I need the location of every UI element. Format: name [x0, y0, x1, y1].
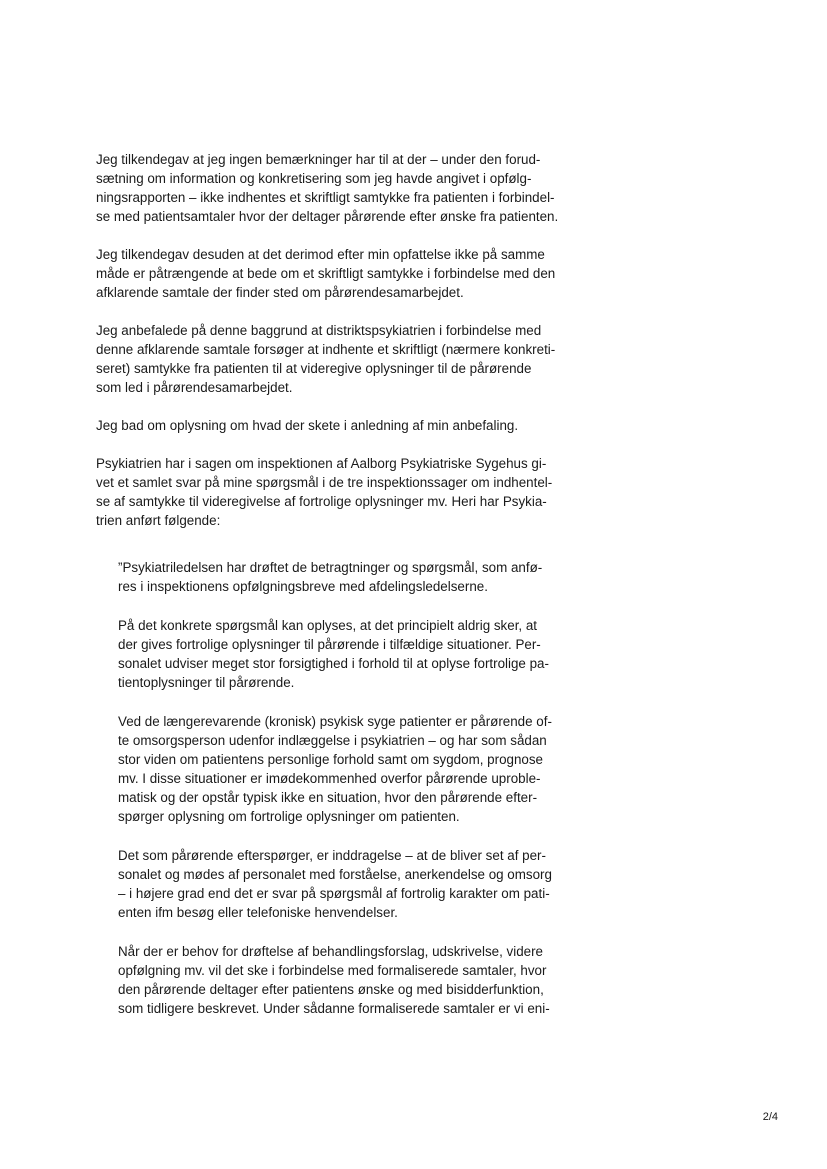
text-line: Jeg tilkendegav desuden at det derimod efter min opfattelse ikke på samme: [96, 247, 545, 262]
text-line: som led i pårørendesamarbejdet.: [96, 380, 293, 395]
quote-paragraph-5: [118, 942, 596, 1018]
page-number: 2/4: [762, 1111, 778, 1123]
text-line: der gives fortrolige oplysninger til pårørende i tilfældige situationer. Per-: [118, 637, 541, 652]
text-line: den pårørende deltager efter patientens ønske og med bisidderfunktion,: [118, 982, 544, 997]
text-line: ”Psykiatriledelsen har drøftet de betragtninger og spørgsmål, som anfø-: [118, 560, 543, 575]
quote-paragraph-4: [118, 846, 596, 922]
text-line: Ved de længerevarende (kronisk) psykisk syge patienter er pårørende of-: [118, 714, 552, 729]
text-line: spørger oplysning om fortrolige oplysninger om patienten.: [118, 809, 460, 824]
quote-paragraph-2: [118, 616, 596, 692]
paragraph-4: [96, 416, 596, 435]
text-line: mv. I disse situationer er imødekommenhed overfor pårørende uproble-: [118, 771, 541, 786]
text-line: På det konkrete spørgsmål kan oplyses, at det principielt aldrig sker, at: [118, 618, 538, 633]
text-line: – i højere grad end det er svar på spørgsmål af fortrolig karakter om pati-: [118, 886, 550, 901]
quote-paragraph-1: [118, 558, 596, 596]
text-line: måde er påtrængende at bede om et skriftligt samtykke i forbindelse med den: [96, 266, 556, 281]
quote-paragraph-3: [118, 712, 596, 826]
body-text: [96, 150, 596, 1038]
text-line: Når der er behov for drøftelse af behandlingsforslag, udskrivelse, videre: [118, 944, 543, 959]
paragraph-2: [96, 245, 596, 302]
text-line: se med patientsamtaler hvor der deltager pårørende efter ønske fra patienten.: [96, 209, 559, 224]
text-line: res i inspektionens opfølgningsbreve med afdelingsledelserne.: [118, 579, 488, 594]
text-line: tientoplysninger til pårørende.: [118, 675, 295, 690]
paragraph-1: [96, 150, 596, 226]
text-line: seret) samtykke fra patienten til at videregive oplysninger til de pårørende: [96, 361, 532, 376]
block-quote: [118, 549, 596, 1018]
text-line: som tidligere beskrevet. Under sådanne formaliserede samtaler er vi eni-: [118, 1001, 550, 1016]
text-line: Jeg anbefalede på denne baggrund at distriktspsykiatrien i forbindelse med: [96, 323, 542, 338]
text-line: stor viden om patientens personlige forhold samt om sygdom, prognose: [118, 752, 544, 767]
text-line: Det som pårørende efterspørger, er inddragelse – at de bliver set af per-: [118, 848, 546, 863]
text-line: Psykiatrien har i sagen om inspektionen af Aalborg Psykiatriske Sygehus gi-: [96, 456, 547, 471]
text-line: te omsorgsperson udenfor indlæggelse i psykiatrien – og har som sådan: [118, 733, 547, 748]
text-line: enten ifm besøg eller telefoniske henvendelser.: [118, 905, 398, 920]
text-line: vet et samlet svar på mine spørgsmål i de tre inspektionssager om indhentel-: [96, 475, 553, 490]
text-line: sonalet og mødes af personalet med forståelse, anerkendelse og omsorg: [118, 867, 552, 882]
text-line: Jeg tilkendegav at jeg ingen bemærkninger har til at der – under den forud-: [96, 152, 541, 167]
text-line: ningsrapporten – ikke indhentes et skriftligt samtykke fra patienten i forbindel-: [96, 190, 555, 205]
text-line: matisk og der opstår typisk ikke en situation, hvor den pårørende efter-: [118, 790, 538, 805]
text-line: sonalet udviser meget stor forsigtighed i forhold til at oplyse fortrolige pa-: [118, 656, 549, 671]
text-line: sætning om information og konkretisering som jeg havde angivet i opfølg-: [96, 171, 532, 186]
paragraph-3: [96, 321, 596, 397]
text-line: se af samtykke til videregivelse af fortrolige oplysninger mv. Heri har Psykia-: [96, 494, 547, 509]
text-line: denne afklarende samtale forsøger at indhente et skriftligt (nærmere konkreti-: [96, 342, 556, 357]
text-line: opfølgning mv. vil det ske i forbindelse med formaliserede samtaler, hvor: [118, 963, 547, 978]
text-line: trien anført følgende:: [96, 513, 221, 528]
paragraph-5: [96, 454, 596, 530]
text-line: Jeg bad om oplysning om hvad der skete i anledning af min anbefaling.: [96, 418, 519, 433]
text-line: afklarende samtale der finder sted om pårørendesamarbejdet.: [96, 285, 464, 300]
